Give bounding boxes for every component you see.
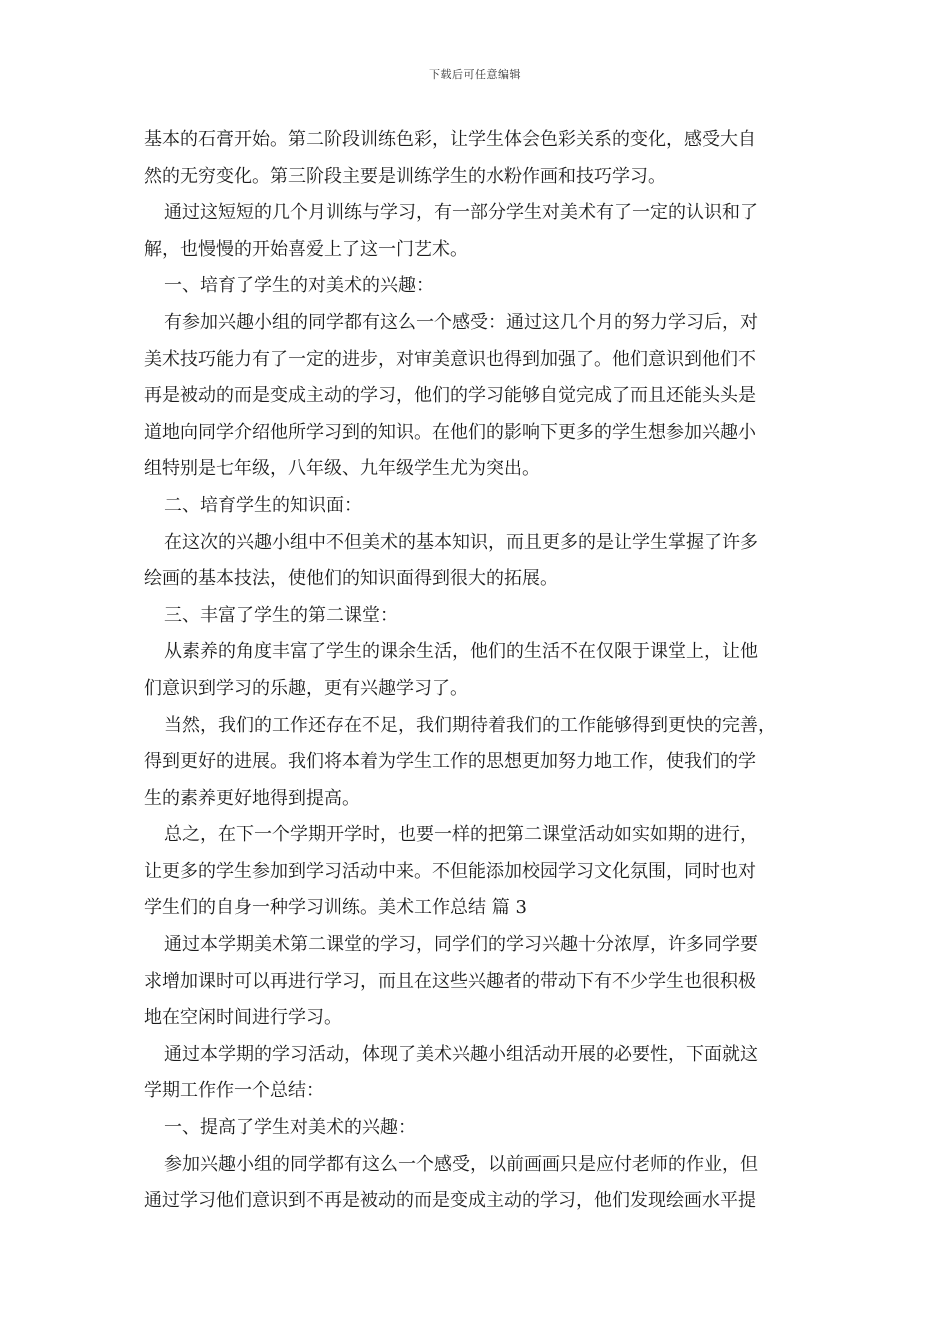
text-line: 参加兴趣小组的同学都有这么一个感受，以前画画只是应付老师的作业，但 <box>164 1153 758 1175</box>
document-body <box>144 122 808 1220</box>
text-line: 得到更好的进展。我们将本着为学生工作的思想更加努力地工作，使我们的学 <box>144 751 756 773</box>
text-line: 组特别是七年级，八年级、九年级学生尤为突出。 <box>144 458 540 480</box>
text-line: 然的无穷变化。第三阶段主要是训练学生的水粉作画和技巧学习。 <box>144 165 666 187</box>
text-line: 通过本学期美术第二课堂的学习，同学们的学习兴趣十分浓厚，许多同学要 <box>164 934 758 956</box>
text-line: 通过这短短的几个月训练与学习，有一部分学生对美术有了一定的认识和了 <box>164 202 758 224</box>
text-line: 二、培育学生的知识面： <box>164 494 362 516</box>
text-line: 让更多的学生参加到学习活动中来。不但能添加校园学习文化氛围，同时也对 <box>144 860 756 882</box>
text-line: 一、提高了学生对美术的兴趣： <box>164 1117 416 1139</box>
text-line: 再是被动的而是变成主动的学习，他们的学习能够自觉完成了而且还能头头是 <box>144 385 756 407</box>
text-line: 学生们的自身一种学习训练。美术工作总结 篇 3 <box>144 897 527 919</box>
text-line: 一、培育了学生的对美术的兴趣： <box>164 275 434 297</box>
text-line: 当然，我们的工作还存在不足，我们期待着我们的工作能够得到更快的完善， <box>164 714 776 736</box>
text-line: 通过学习他们意识到不再是被动的而是变成主动的学习，他们发现绘画水平提 <box>144 1190 756 1212</box>
page-header: 下载后可任意编辑 <box>429 68 521 81</box>
text-line: 通过本学期的学习活动，体现了美术兴趣小组活动开展的必要性，下面就这 <box>164 1043 758 1065</box>
text-line: 在这次的兴趣小组中不但美术的基本知识，而且更多的是让学生掌握了许多 <box>164 531 758 553</box>
text-line: 基本的石膏开始。第二阶段训练色彩，让学生体会色彩关系的变化，感受大自 <box>144 129 756 150</box>
text-line: 解，也慢慢的开始喜爱上了这一门艺术。 <box>144 238 468 260</box>
text-line: 地在空闲时间进行学习。 <box>144 1007 342 1029</box>
text-line: 从素养的角度丰富了学生的课余生活，他们的生活不在仅限于课堂上，让他 <box>164 641 758 663</box>
text-line: 三、丰富了学生的第二课堂： <box>164 604 398 626</box>
text-line: 总之，在下一个学期开学时，也要一样的把第二课堂活动如实如期的进行， <box>164 824 758 846</box>
text-line: 有参加兴趣小组的同学都有这么一个感受：通过这几个月的努力学习后，对 <box>164 311 758 333</box>
text-line: 美术技巧能力有了一定的进步，对审美意识也得到加强了。他们意识到他们不 <box>144 348 756 370</box>
text-line: 道地向同学介绍他所学习到的知识。在他们的影响下更多的学生想参加兴趣小 <box>144 421 756 443</box>
text-line: 生的素养更好地得到提高。 <box>144 787 360 809</box>
text-line: 绘画的基本技法，使他们的知识面得到很大的拓展。 <box>144 568 558 590</box>
text-line: 们意识到学习的乐趣，更有兴趣学习了。 <box>144 677 468 699</box>
text-line: 求增加课时可以再进行学习，而且在这些兴趣者的带动下有不少学生也很积极 <box>144 970 756 992</box>
text-line: 学期工作作一个总结： <box>144 1080 324 1102</box>
